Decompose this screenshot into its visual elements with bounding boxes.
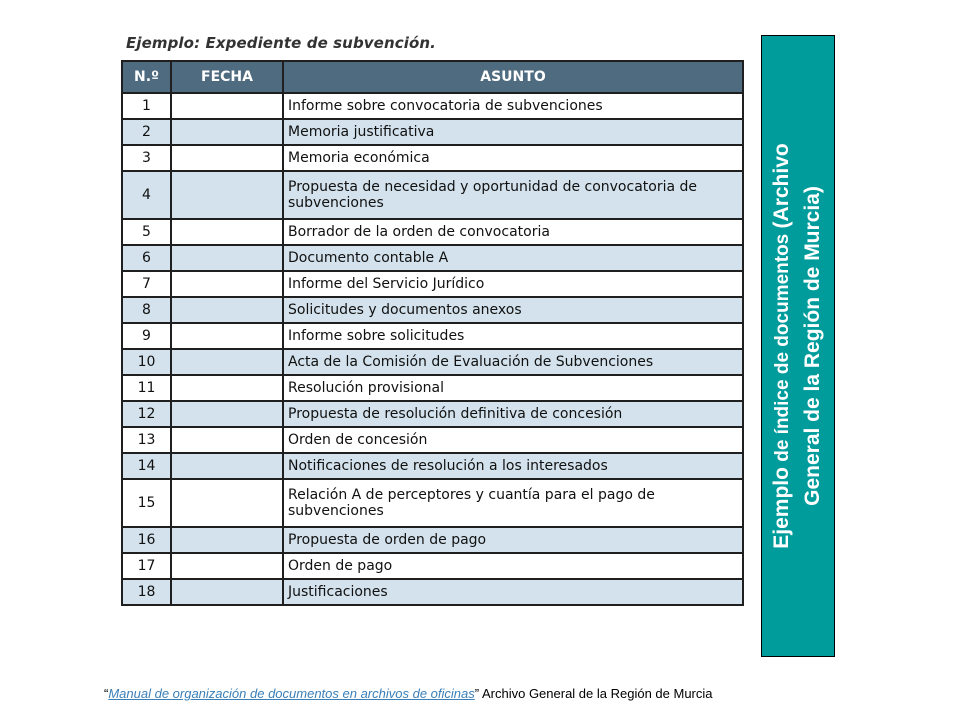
cell-asunto: Memoria económica [283,145,743,171]
header-fecha: FECHA [171,61,283,93]
cell-asunto: Borrador de la orden de convocatoria [283,219,743,245]
cell-fecha [171,479,283,527]
cell-fecha [171,271,283,297]
table-row [122,579,743,605]
cell-num: 11 [122,375,171,401]
table-row [122,527,743,553]
cell-num: 18 [122,579,171,605]
manual-link[interactable]: Manual de organización de documentos en archivos de oficinas [108,686,475,701]
cell-fecha [171,375,283,401]
table-row [122,349,743,375]
sidebar-title-emphasis: Ejemplo [770,467,793,549]
table-header-row [122,61,743,93]
cell-num: 17 [122,553,171,579]
cell-num: 9 [122,323,171,349]
cell-fecha [171,93,283,119]
table-row [122,297,743,323]
cell-fecha [171,401,283,427]
cell-asunto: Propuesta de necesidad y oportunidad de convocatoria de subvenciones [283,171,743,219]
cell-fecha [171,171,283,219]
cell-fecha [171,527,283,553]
cell-asunto: Informe sobre solicitudes [283,323,743,349]
cell-asunto: Informe sobre convocatoria de subvenciones [283,93,743,119]
cell-num: 3 [122,145,171,171]
cell-num: 2 [122,119,171,145]
cell-asunto: Acta de la Comisión de Evaluación de Subvenciones [283,349,743,375]
cell-fecha [171,323,283,349]
source-caption [104,686,713,701]
cell-asunto: Notificaciones de resolución a los interesados [283,453,743,479]
sidebar-title-line2: General de la Región de Murcia) [801,186,824,506]
cell-asunto: Memoria justificativa [283,119,743,145]
cell-num: 7 [122,271,171,297]
cell-asunto: Propuesta de orden de pago [283,527,743,553]
example-heading: Ejemplo: Expediente de subvención. [126,34,436,52]
cell-num: 8 [122,297,171,323]
cell-num: 15 [122,479,171,527]
cell-asunto: Informe del Servicio Jurídico [283,271,743,297]
cell-num: 14 [122,453,171,479]
sidebar-title-middle: de índice de documentos [772,228,793,468]
cell-fecha [171,553,283,579]
table-row [122,145,743,171]
table-row [122,401,743,427]
cell-asunto: Solicitudes y documentos anexos [283,297,743,323]
cell-num: 5 [122,219,171,245]
cell-fecha [171,245,283,271]
table-row [122,479,743,527]
table-row [122,93,743,119]
cell-asunto: Orden de concesión [283,427,743,453]
cell-fecha [171,349,283,375]
document-index-table [121,60,744,606]
cell-asunto: Orden de pago [283,553,743,579]
cell-fecha [171,219,283,245]
table-row [122,453,743,479]
sidebar-title [767,46,829,646]
table-row [122,375,743,401]
cell-fecha [171,427,283,453]
caption-source: Archivo General de la Región de Murcia [479,686,713,701]
caption-close-quote: ” [474,686,480,701]
cell-asunto: Justificaciones [283,579,743,605]
header-asunto: ASUNTO [283,61,743,93]
table-row [122,245,743,271]
cell-num: 12 [122,401,171,427]
cell-num: 1 [122,93,171,119]
header-num: N.º [122,61,171,93]
table-row [122,271,743,297]
cell-num: 13 [122,427,171,453]
table-row [122,323,743,349]
cell-fecha [171,297,283,323]
sidebar-title-panel [761,35,835,657]
cell-asunto: Resolución provisional [283,375,743,401]
table-row [122,171,743,219]
caption-open-quote: “ [104,686,109,701]
cell-num: 16 [122,527,171,553]
sidebar-title-end: (Archivo [770,143,793,229]
cell-fecha [171,145,283,171]
cell-num: 4 [122,171,171,219]
cell-fecha [171,579,283,605]
cell-asunto: Documento contable A [283,245,743,271]
cell-fecha [171,453,283,479]
cell-fecha [171,119,283,145]
cell-asunto: Propuesta de resolución definitiva de concesión [283,401,743,427]
cell-asunto: Relación A de perceptores y cuantía para el pago de subvenciones [283,479,743,527]
cell-num: 10 [122,349,171,375]
table-row [122,553,743,579]
table-row [122,219,743,245]
cell-num: 6 [122,245,171,271]
table-row [122,427,743,453]
table-row [122,119,743,145]
